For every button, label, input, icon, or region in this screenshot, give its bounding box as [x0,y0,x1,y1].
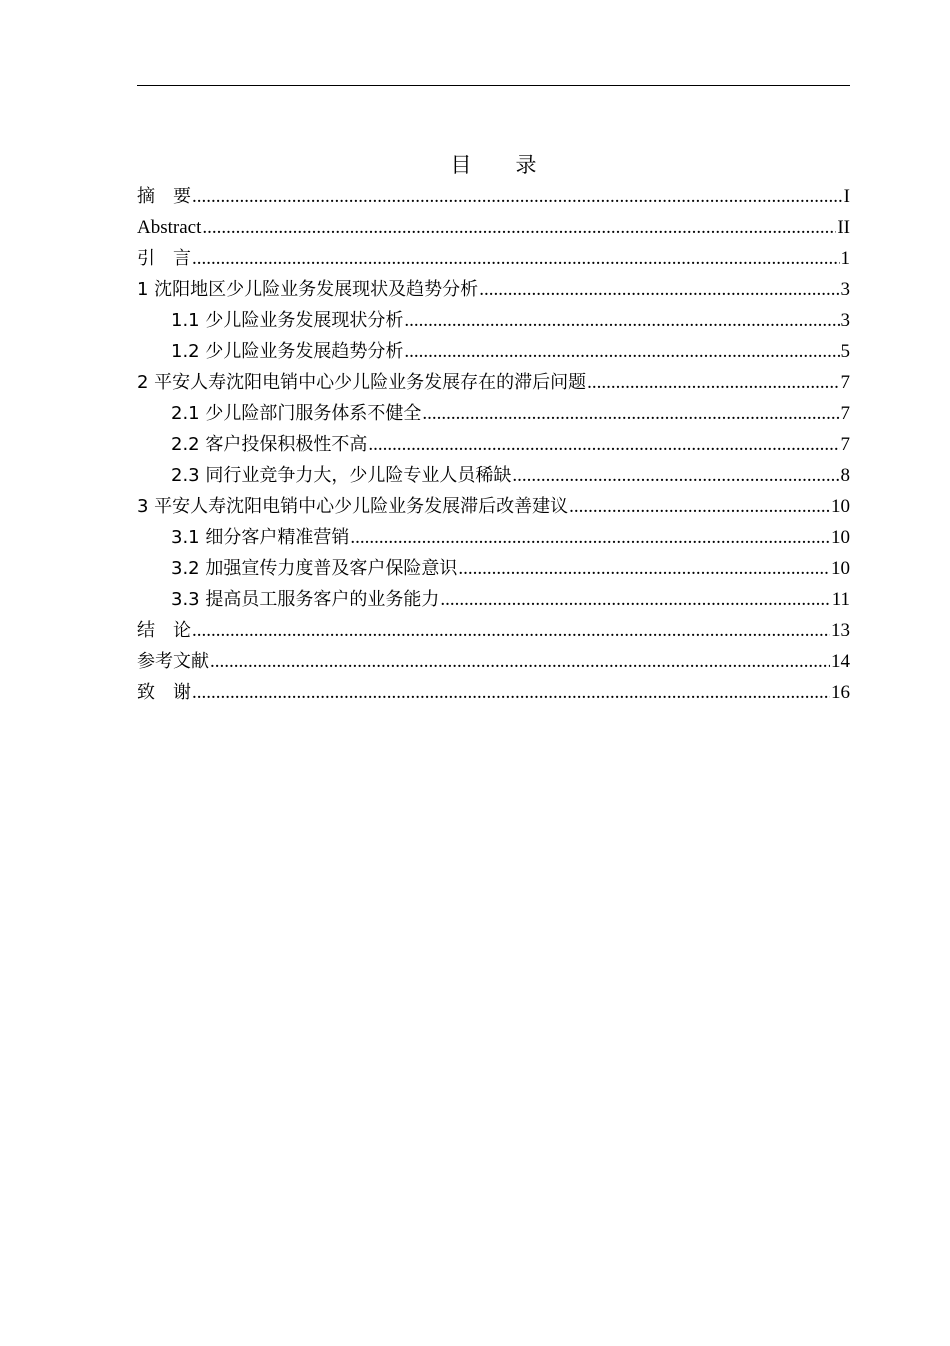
toc-entry-section-3-1[interactable] [137,522,850,553]
toc-entry-label: 摘 要 [137,186,191,207]
toc-entry-label: 1.1 少儿险业务发展现状分析 [171,310,404,331]
toc-entry-page: 13 [831,620,850,641]
toc-entry-label: 3.1 细分客户精准营销 [171,527,350,548]
toc-entry-label: 引 言 [137,248,191,269]
toc-entry-section-1-1[interactable] [137,305,850,336]
toc-entry-section-1-2[interactable] [137,336,850,367]
toc-entry-label: 致 谢 [137,682,191,703]
toc-entry-page: I [843,186,850,207]
header-rule [137,85,850,86]
dot-leader [404,305,839,336]
dot-leader [368,429,839,460]
toc-entry-chapter-3[interactable] [137,491,850,522]
toc-entry-page: 14 [831,651,850,672]
toc-entry-page: 3 [840,310,850,331]
toc-entry-label: 3 平安人寿沈阳电销中心少儿险业务发展滞后改善建议 [137,496,569,517]
dot-leader [192,615,830,646]
dot-leader [210,646,830,677]
toc-entry-page: 11 [831,589,850,610]
toc-entry-page: 1 [840,248,850,269]
dot-leader [512,460,839,491]
toc-entry-introduction[interactable] [137,243,850,274]
dot-leader [202,212,836,243]
toc-entry-section-2-1[interactable] [137,398,850,429]
toc-entry-page: 7 [840,403,850,424]
toc-entry-section-2-2[interactable] [137,429,850,460]
toc-entry-label: 参考文献 [137,651,209,672]
toc-entry-page: 10 [831,496,850,517]
toc-entry-section-2-3[interactable] [137,460,850,491]
toc-entry-label: 1 沈阳地区少儿险业务发展现状及趋势分析 [137,279,479,300]
toc-entry-label: 3.2 加强宣传力度普及客户保险意识 [171,558,458,579]
toc-entry-chapter-1[interactable] [137,274,850,305]
toc-entry-page: 7 [840,372,850,393]
toc-entry-references[interactable] [137,646,850,677]
toc-entry-chapter-2[interactable] [137,367,850,398]
dot-leader [479,274,839,305]
toc-entry-label: 1.2 少儿险业务发展趋势分析 [171,341,404,362]
toc-entry-page: 10 [831,558,850,579]
toc-entry-abstract-cn[interactable] [137,181,850,212]
table-of-contents [137,181,850,708]
toc-entry-label: 2 平安人寿沈阳电销中心少儿险业务发展存在的滞后问题 [137,372,587,393]
dot-leader [587,367,839,398]
toc-entry-label: Abstract [137,217,202,238]
toc-entry-section-3-2[interactable] [137,553,850,584]
toc-entry-page: 5 [840,341,850,362]
dot-leader [192,181,843,212]
toc-title-right: 录 [515,153,537,177]
toc-entry-page: 10 [831,527,850,548]
dot-leader [192,243,840,274]
toc-entry-page: 8 [840,465,850,486]
toc-title [137,150,850,180]
toc-entry-acknowledgements[interactable] [137,677,850,708]
dot-leader [350,522,830,553]
toc-entry-label: 结 论 [137,620,191,641]
toc-entry-page: 3 [840,279,850,300]
dot-leader [422,398,839,429]
dot-leader [569,491,830,522]
toc-entry-label: 2.3 同行业竞争力大，少儿险专业人员稀缺 [171,465,512,486]
toc-entry-page: 16 [831,682,850,703]
dot-leader [440,584,830,615]
toc-title-left: 目 [450,153,472,177]
toc-entry-conclusion[interactable] [137,615,850,646]
toc-entry-section-3-3[interactable] [137,584,850,615]
toc-entry-abstract-en[interactable] [137,212,850,243]
toc-entry-page: II [837,217,850,238]
toc-entry-label: 2.1 少儿险部门服务体系不健全 [171,403,422,424]
dot-leader [458,553,830,584]
toc-entry-label: 3.3 提高员工服务客户的业务能力 [171,589,440,610]
dot-leader [404,336,839,367]
toc-entry-label: 2.2 客户投保积极性不高 [171,434,368,455]
dot-leader [192,677,830,708]
toc-entry-page: 7 [840,434,850,455]
